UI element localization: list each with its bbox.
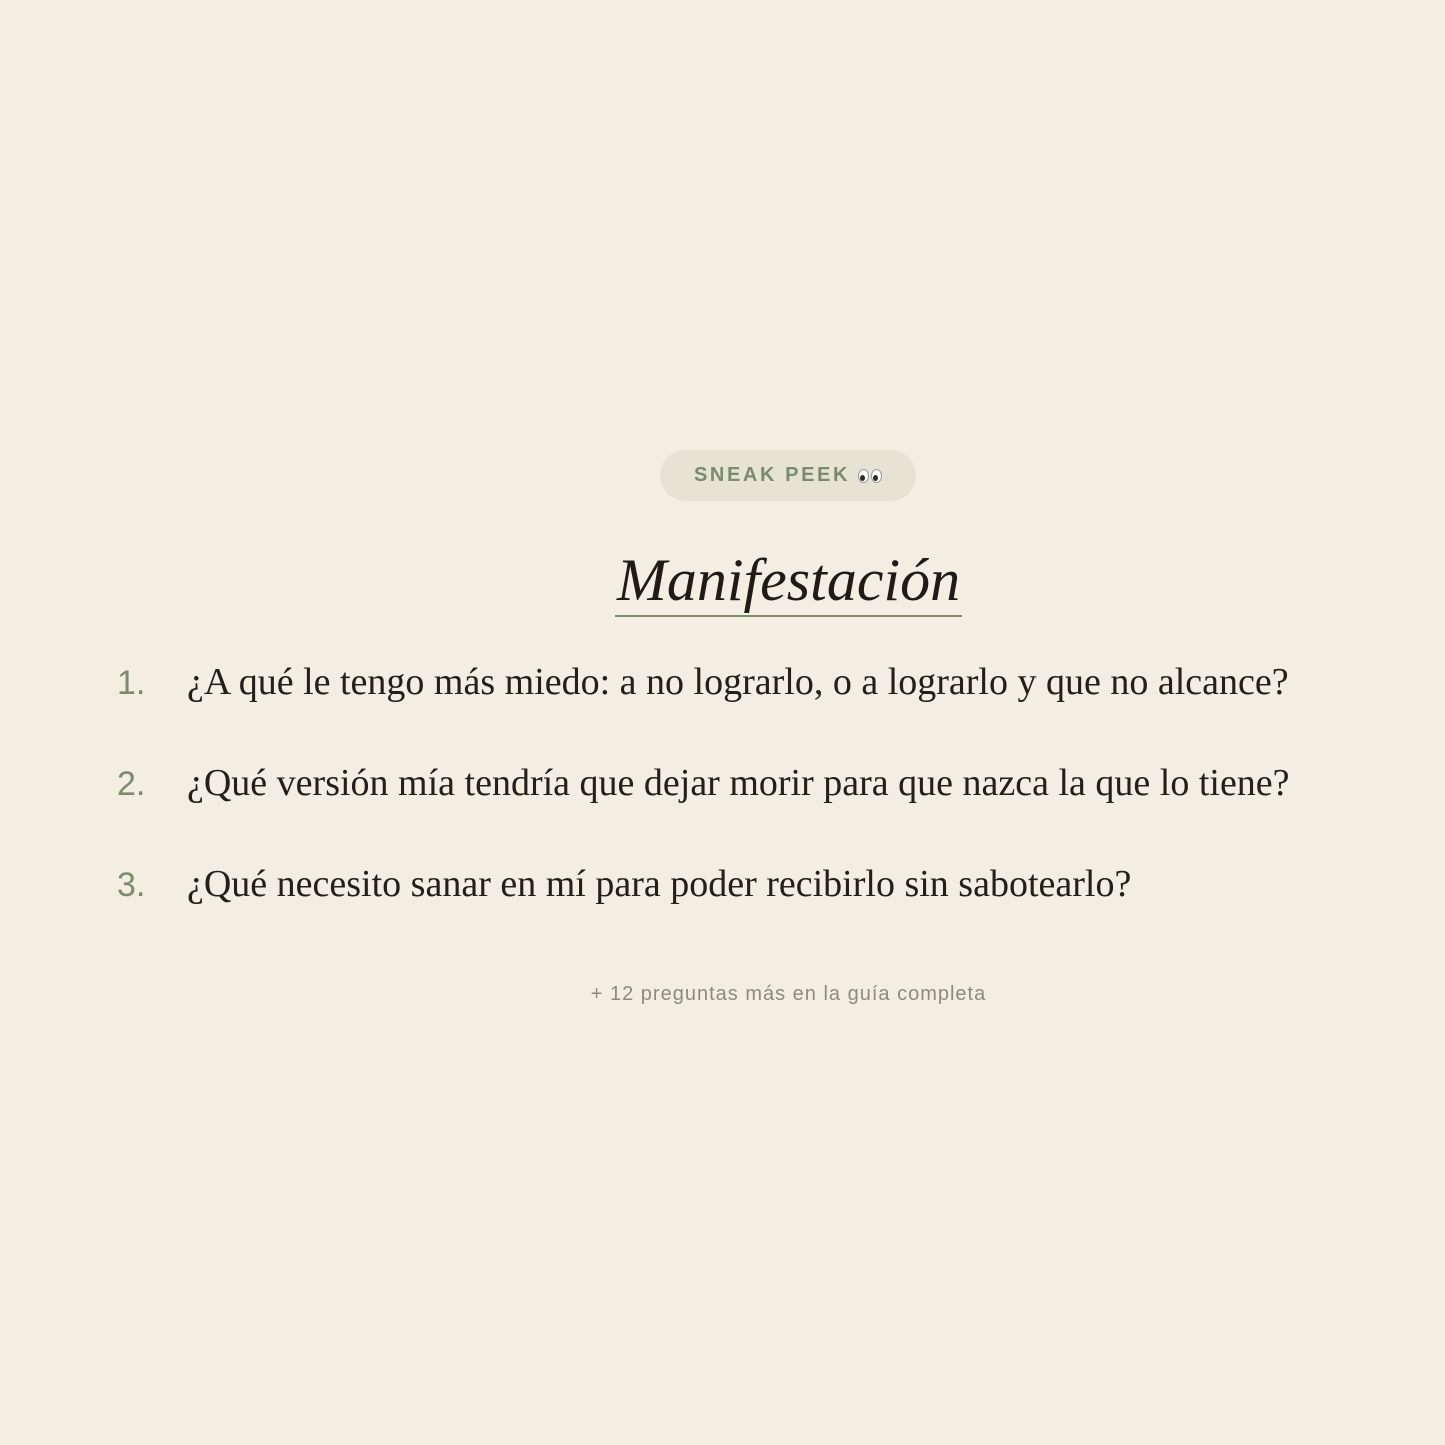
- question-item-1: [117, 660, 1417, 761]
- title-text: Manifestación: [615, 545, 962, 617]
- question-number: 3.: [117, 866, 146, 904]
- badge-label: SNEAK PEEK: [693, 464, 851, 486]
- question-number: 1.: [117, 664, 146, 702]
- eyes-icon: [858, 469, 882, 483]
- question-text: ¿Qué versión mía tendría que dejar morir para que nazca la que lo tiene?: [187, 762, 1290, 804]
- question-item-3: [117, 862, 1417, 963]
- more-questions-note: + 12 preguntas más en la guía completa: [590, 983, 987, 1005]
- question-item-2: [117, 761, 1417, 862]
- question-text: ¿A qué le tengo más miedo: a no lograrlo, o a lograrlo y que no alcance?: [187, 661, 1289, 703]
- question-list: [117, 660, 1417, 963]
- sneak-peek-badge: [660, 450, 916, 501]
- eye-left: [858, 469, 869, 483]
- eye-right: [871, 469, 882, 483]
- page-title: [0, 540, 1445, 620]
- question-text: ¿Qué necesito sanar en mí para poder recibirlo sin sabotearlo?: [187, 863, 1132, 905]
- question-number: 2.: [117, 765, 146, 803]
